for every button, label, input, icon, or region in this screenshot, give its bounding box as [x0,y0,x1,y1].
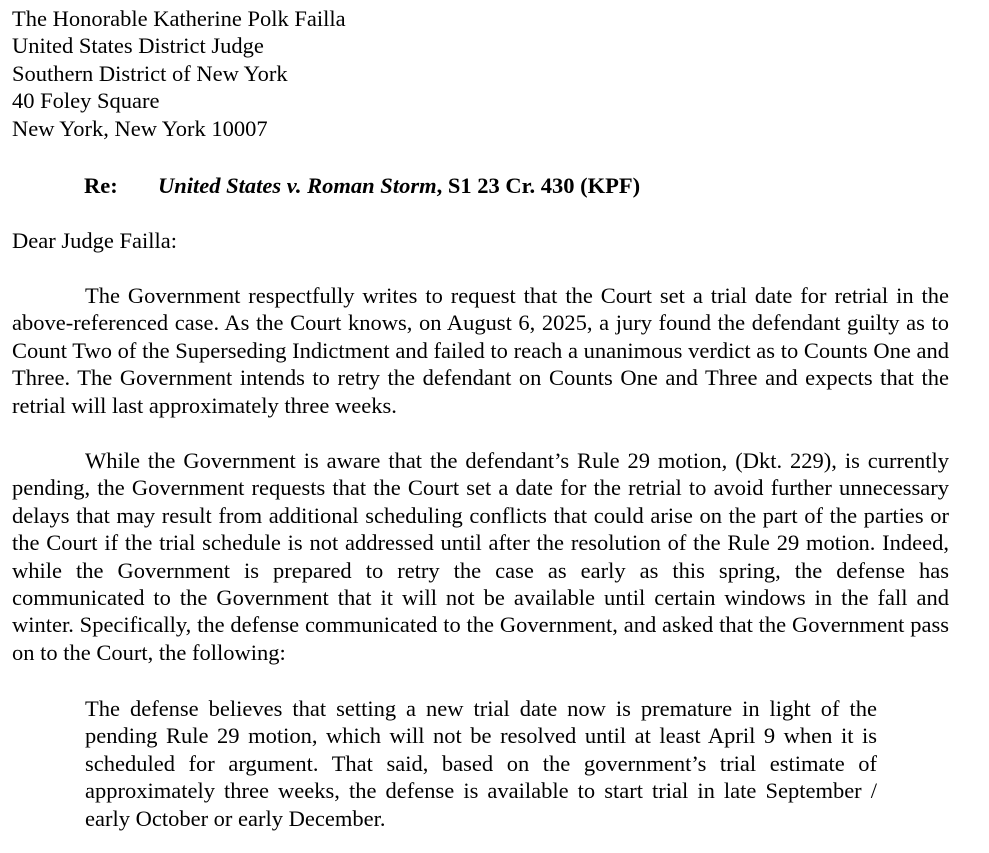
block-quote: The defense believes that setting a new trial date now is premature in light of the pending Rule 29 motion, which will not be resolved until at least April 9 when it is scheduled for argument. That said, based on the government’s trial estimate of approximately three weeks, the defense is available to start trial in late September / early October or early December. [85,696,877,831]
re-line [84,172,640,199]
recipient-address [12,5,346,142]
salutation: Dear Judge Failla: [12,228,177,253]
body-paragraph: While the Government is aware that the defendant’s Rule 29 motion, (Dkt. 229), is currently pending, the Government requests that the Court set a date for the retrial to avoid further unnecessary delays that may result from additional scheduling conflicts that could arise on the part of the parties or the Court if the trial schedule is not addressed until after the resolution of the Rule 29 motion. Indeed, while the Government is prepared to retry the case as early as this spring, the defense has communicated to the Government that it will not be available until certain windows in the fall and winter. Specifically, the defense communicated to the Government, and asked that the Government pass on to the Court, the following: [12,448,949,665]
address-line-court: Southern District of New York [12,60,288,86]
address-line-name: The Honorable Katherine Polk Failla [12,6,346,31]
case-name: United States v. Roman Storm [158,173,437,198]
address-line-title: United States District Judge [12,33,264,59]
re-label: Re: [84,173,118,198]
case-number: , S1 23 Cr. 430 (KPF) [436,173,641,198]
address-line-street: 40 Foley Square [12,88,160,114]
body-paragraph: The Government respectfully writes to request that the Court set a trial date for retrial in the above-referenced case. As the Court knows, on August 6, 2025, a jury found the defendant guilty as to Count Two of the Superseding Indictment and failed to reach a unanimous verdict as to Counts One and Three. The Government intends to retry the defendant on Counts One and Three and expects that the retrial will last approximately three weeks. [12,283,949,418]
address-line-city: New York, New York 10007 [12,115,268,141]
